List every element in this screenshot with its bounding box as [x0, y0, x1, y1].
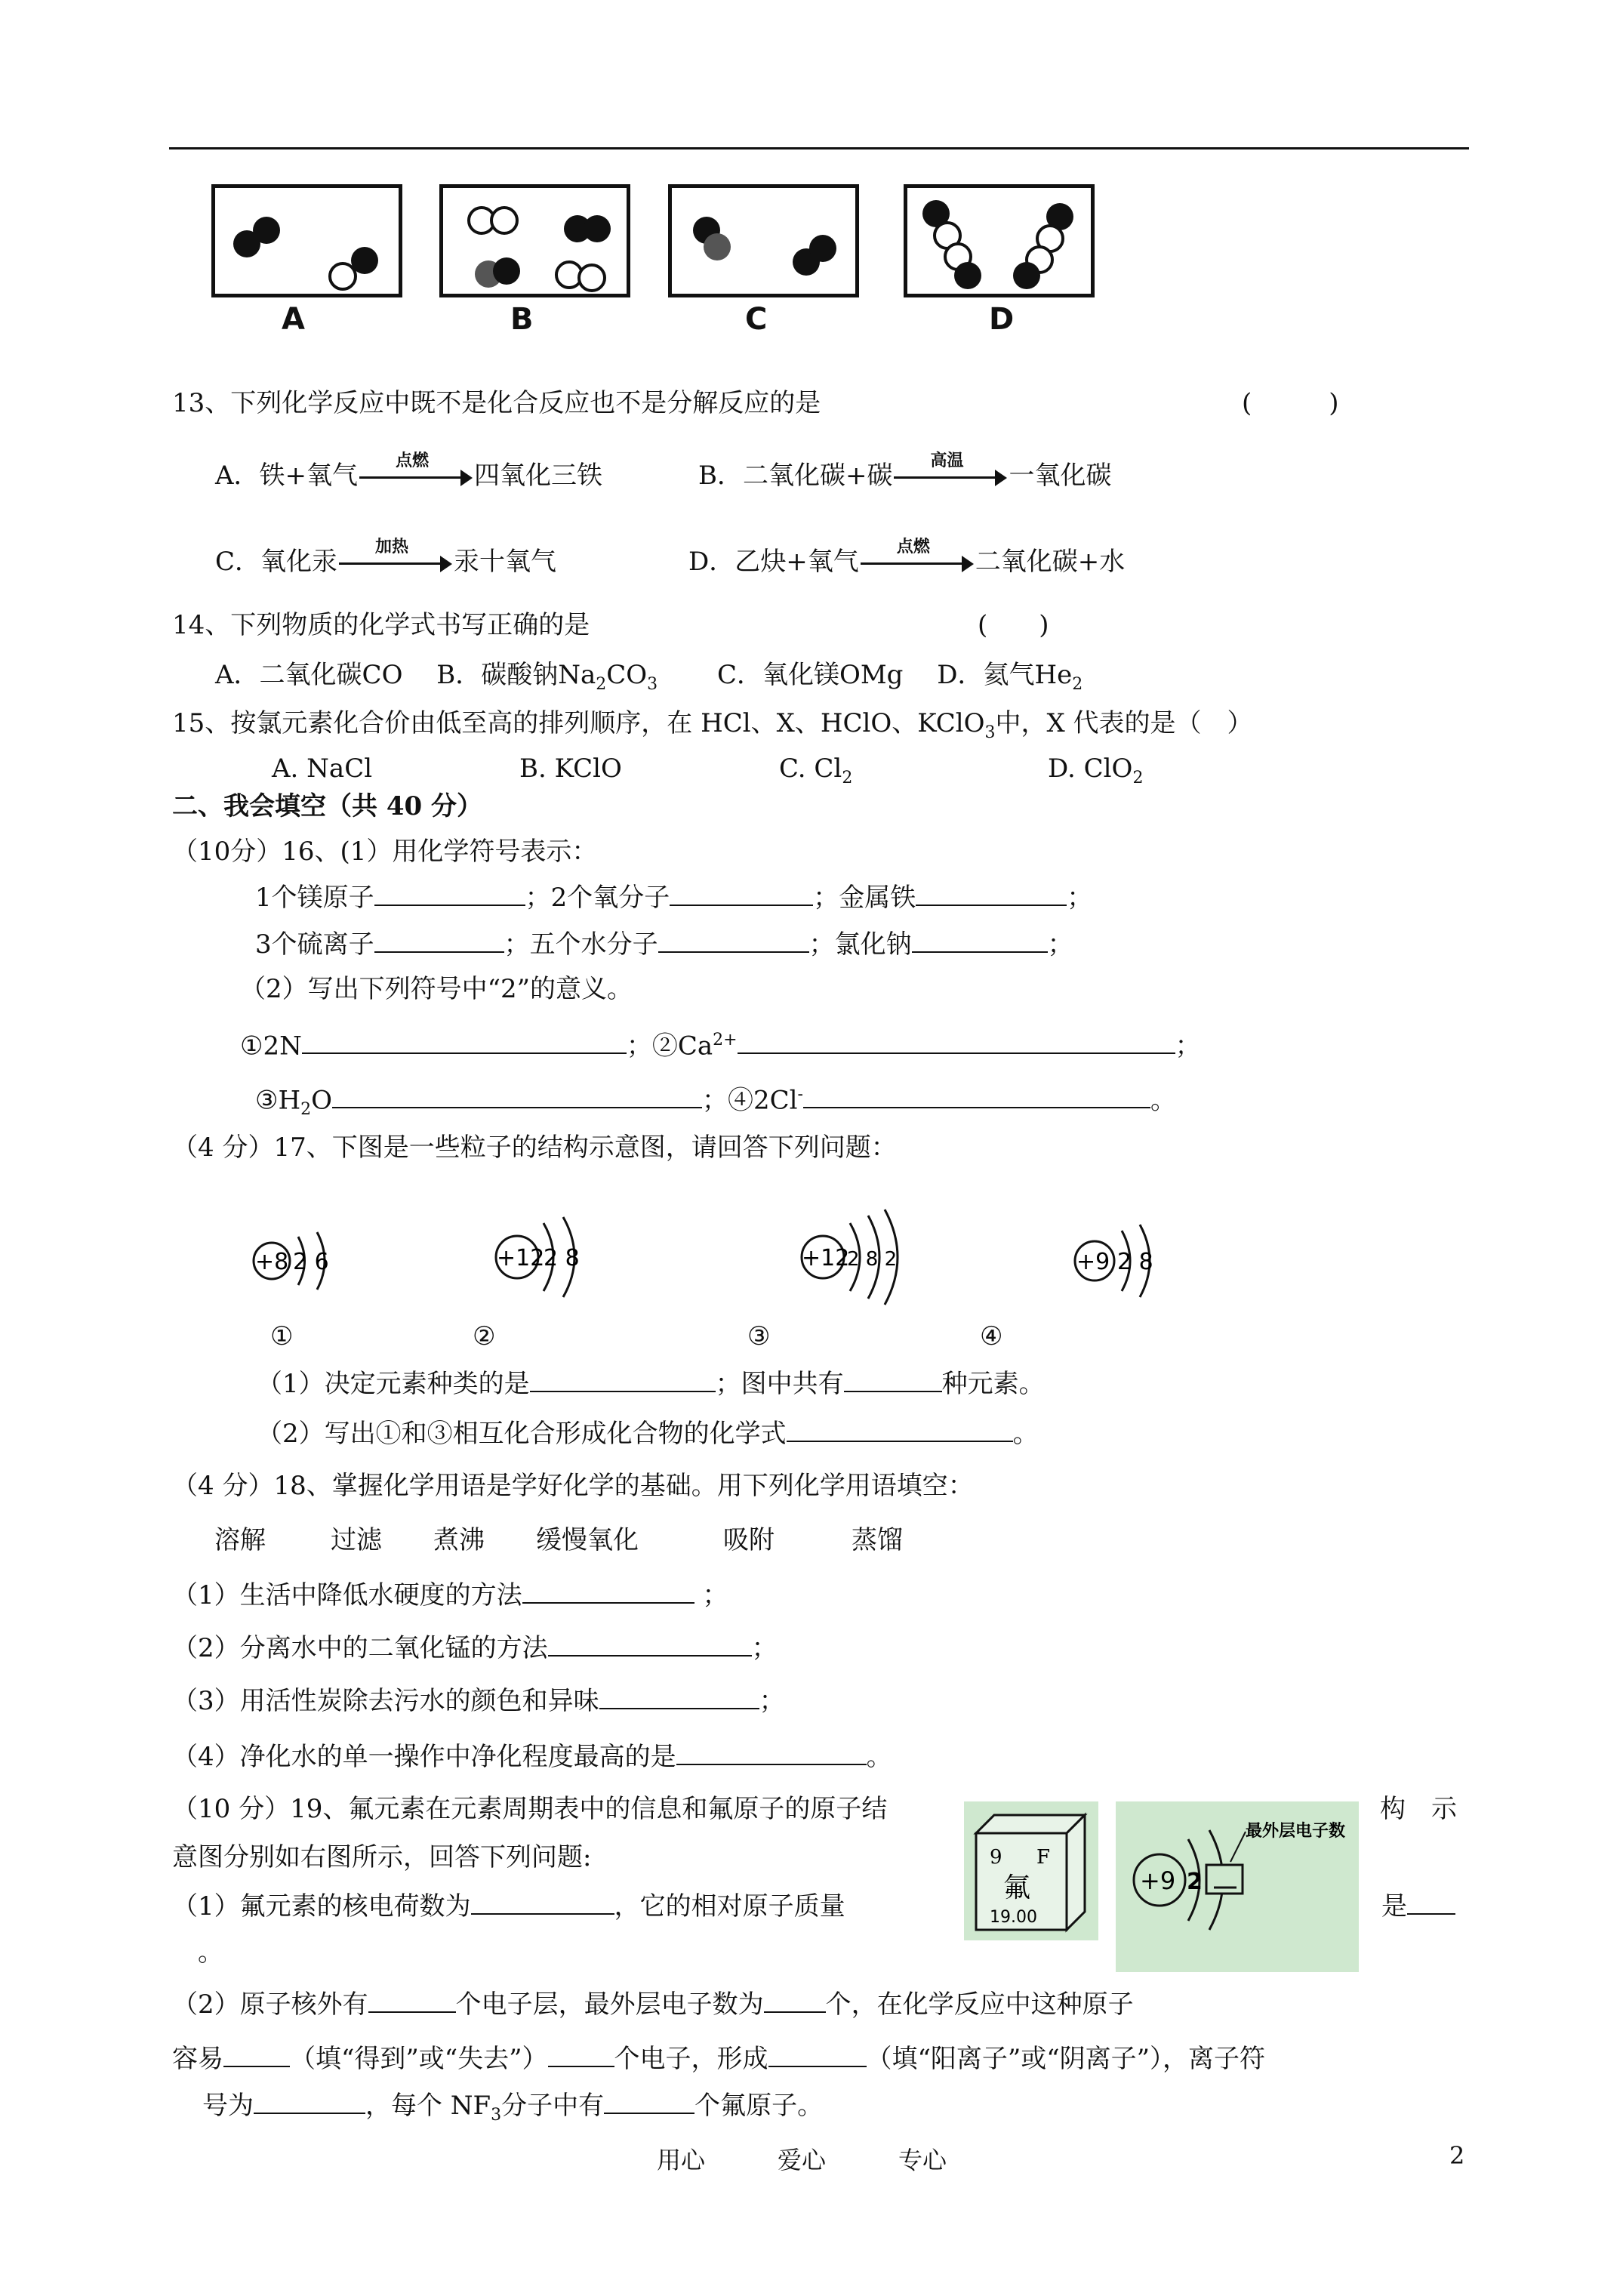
element-cell-box	[964, 1801, 1098, 1940]
reaction-arrow: 点燃	[359, 466, 473, 488]
atom-4-shells: 2 8	[1117, 1249, 1153, 1275]
q19-line1-tail: 构 示	[1380, 1794, 1457, 1824]
q18-word-6: 蒸馏	[852, 1525, 903, 1555]
molecule-box-c	[668, 184, 859, 297]
q16-part2: （2）写出下列符号中“2”的意义。	[240, 974, 633, 1004]
q18-head: （4 分）18、掌握化学用语是学好化学的基础。用下列化学用语填空：	[172, 1471, 974, 1501]
q19-line6: 容易 （填“得到”或“失去”） 个电子，形成 （填“阳离子”或“阴离子”），离子符	[172, 2044, 1266, 2074]
molecule-box-a	[211, 184, 402, 297]
atom-label-1: ①	[270, 1321, 294, 1351]
atom-4-nucleus: +9	[1076, 1249, 1110, 1275]
cell-element-name: 氟	[1003, 1872, 1031, 1903]
header-rule	[169, 147, 1469, 149]
q15-option-a: A. NaCl	[272, 754, 373, 784]
q16-row1: 1个镁原子 ；2个氧分子 ；金属铁 ；	[255, 883, 1093, 913]
fluorine-structure-svg	[1116, 1801, 1359, 1972]
q13-option-a: A．铁+氧气 点燃 四氧化三铁	[215, 451, 603, 491]
atom-3-shells: 2 8 2	[847, 1248, 898, 1271]
atom-structure-diagrams	[226, 1193, 1246, 1306]
q18-part3: （3）用活性炭除去污水的颜色和异味 ；	[172, 1686, 785, 1716]
atom-1-nucleus: +8	[255, 1249, 289, 1275]
atom-2-nucleus: +12	[497, 1245, 545, 1271]
q18-part4: （4）净化水的单一操作中净化程度最高的是 。	[172, 1742, 892, 1772]
q17-head: （4 分）17、下图是一些粒子的结构示意图，请回答下列问题：	[172, 1133, 897, 1163]
q14-options	[215, 660, 1083, 700]
outer-electron-label: 最外层电子数	[1246, 1822, 1346, 1841]
reaction-arrow: 高温	[894, 466, 1007, 488]
q18-word-4: 缓慢氧化	[536, 1525, 639, 1555]
q16-row2: 3个硫离子 ；五个水分子 ；氯化钠 ；	[255, 929, 1073, 960]
q19-line2: 意图分别如右图所示，回答下列问题:	[172, 1842, 592, 1872]
molecule-box-b	[439, 184, 630, 297]
q18-part2: （2）分离水中的二氧化锰的方法 ；	[172, 1633, 778, 1663]
cell-symbol: F	[1036, 1846, 1051, 1869]
q19-line1: （10 分）19、氟元素在元素周期表中的信息和氟原子的原子结	[172, 1794, 888, 1824]
q13-option-b: B．二氧化碳+碳 高温 一氧化碳	[698, 451, 1112, 491]
atom-1-shells: 2 6	[293, 1249, 329, 1275]
q16-row4: $③H_2O$ ；④2Cl- 。	[255, 1085, 1176, 1120]
q18-word-5: 吸附	[723, 1525, 775, 1555]
atom-2-shells: 2 8	[544, 1245, 580, 1271]
q13-stem: 13、下列化学反应中既不是化合反应也不是分解反应的是	[172, 388, 821, 418]
atom-label-3: ③	[747, 1321, 771, 1351]
section-title: 二、我会填空（共 40 分）	[172, 791, 482, 821]
q13-paren: ( )	[1242, 388, 1339, 418]
q14-option-c: C．氧化镁OMg	[716, 660, 904, 690]
q18-word-1: 溶解	[214, 1525, 266, 1555]
molecule-label-c: C	[745, 302, 768, 337]
molecule-box-d	[904, 184, 1095, 297]
atom-diagram-2	[496, 1217, 580, 1297]
q17-part2: （2）写出①和③相互化合形成化合物的化学式 。	[257, 1419, 1039, 1449]
q19-line3: （1）氟元素的核电荷数为 ，它的相对原子质量	[172, 1891, 845, 1922]
atom-label-4: ④	[980, 1321, 1003, 1351]
q17-part1: （1）决定元素种类的是 ；图中共有 种元素。	[257, 1369, 1045, 1399]
q15-option-d: D. ClO$_2$	[1048, 754, 1144, 787]
page-number: 2	[1449, 2141, 1465, 2170]
q13-option-d: D．乙炔+氧气 点燃 二氧化碳+水	[688, 538, 1126, 577]
q14-option-d: D．氦气$He_2$	[937, 660, 1083, 694]
atom-3-nucleus: +12	[802, 1245, 850, 1271]
molecule-label-b: B	[510, 302, 534, 337]
atom-diagram-3	[802, 1210, 898, 1305]
q15-option-b: B. KClO	[519, 754, 622, 784]
atom-diagram-1	[254, 1232, 329, 1290]
reaction-arrow: 点燃	[861, 552, 974, 575]
cell-atomic-mass: 19.00	[990, 1908, 1037, 1927]
q14-option-a: A．二氧化碳CO	[215, 660, 403, 690]
fluorine-inner-shell: 2	[1187, 1869, 1203, 1895]
q13-option-c: C．氧化汞 加热 汞十氧气	[215, 538, 557, 577]
q14-paren: ( )	[978, 610, 1049, 640]
q19-line5: （2）原子核外有 个电子层，最外层电子数为 个，在化学反应中这种原子	[172, 1989, 1134, 2020]
molecule-label-a: A	[282, 302, 305, 337]
q19-line4: 。	[198, 1937, 223, 1968]
molecule-label-d: D	[989, 302, 1015, 337]
periodic-table-cell-image	[964, 1801, 1098, 1940]
q14-option-b: B．碳酸钠$Na_2CO_3$	[436, 660, 658, 694]
q15-option-c: C. $Cl_2$	[779, 754, 853, 787]
q18-part1: （1）生活中降低水硬度的方法 ；	[172, 1580, 728, 1610]
atom-diagram-4	[1075, 1225, 1153, 1297]
q18-word-2: 过滤	[331, 1525, 382, 1555]
q14-stem: 14、下列物质的化学式书写正确的是	[172, 610, 590, 640]
q16-row3: ①2N ；$②Ca^{2+}$ ；	[240, 1031, 1201, 1062]
atom-label-2: ②	[473, 1321, 496, 1351]
fluorine-structure-image	[1116, 1801, 1359, 1972]
q19-line3-tail: 是	[1381, 1891, 1455, 1922]
fluorine-nucleus: +9	[1140, 1866, 1176, 1895]
cell-atomic-number: 9	[990, 1846, 1002, 1869]
q18-word-3: 煮沸	[433, 1525, 485, 1555]
reaction-arrow: 加热	[339, 552, 452, 575]
q19-line7: 号为 ，每个 $NF_3$分子中有 个氟原子。	[202, 2091, 824, 2125]
q16-head: （10分）16、(1）用化学符号表示：	[172, 837, 598, 867]
footer-motto: 用心 爱心 专心	[657, 2146, 947, 2174]
q15-stem: 15、按氯元素化合价由低至高的排列顺序，在 HCl、X、HClO、KClO$_3$中，X 代表的是（ ）	[172, 708, 1253, 742]
